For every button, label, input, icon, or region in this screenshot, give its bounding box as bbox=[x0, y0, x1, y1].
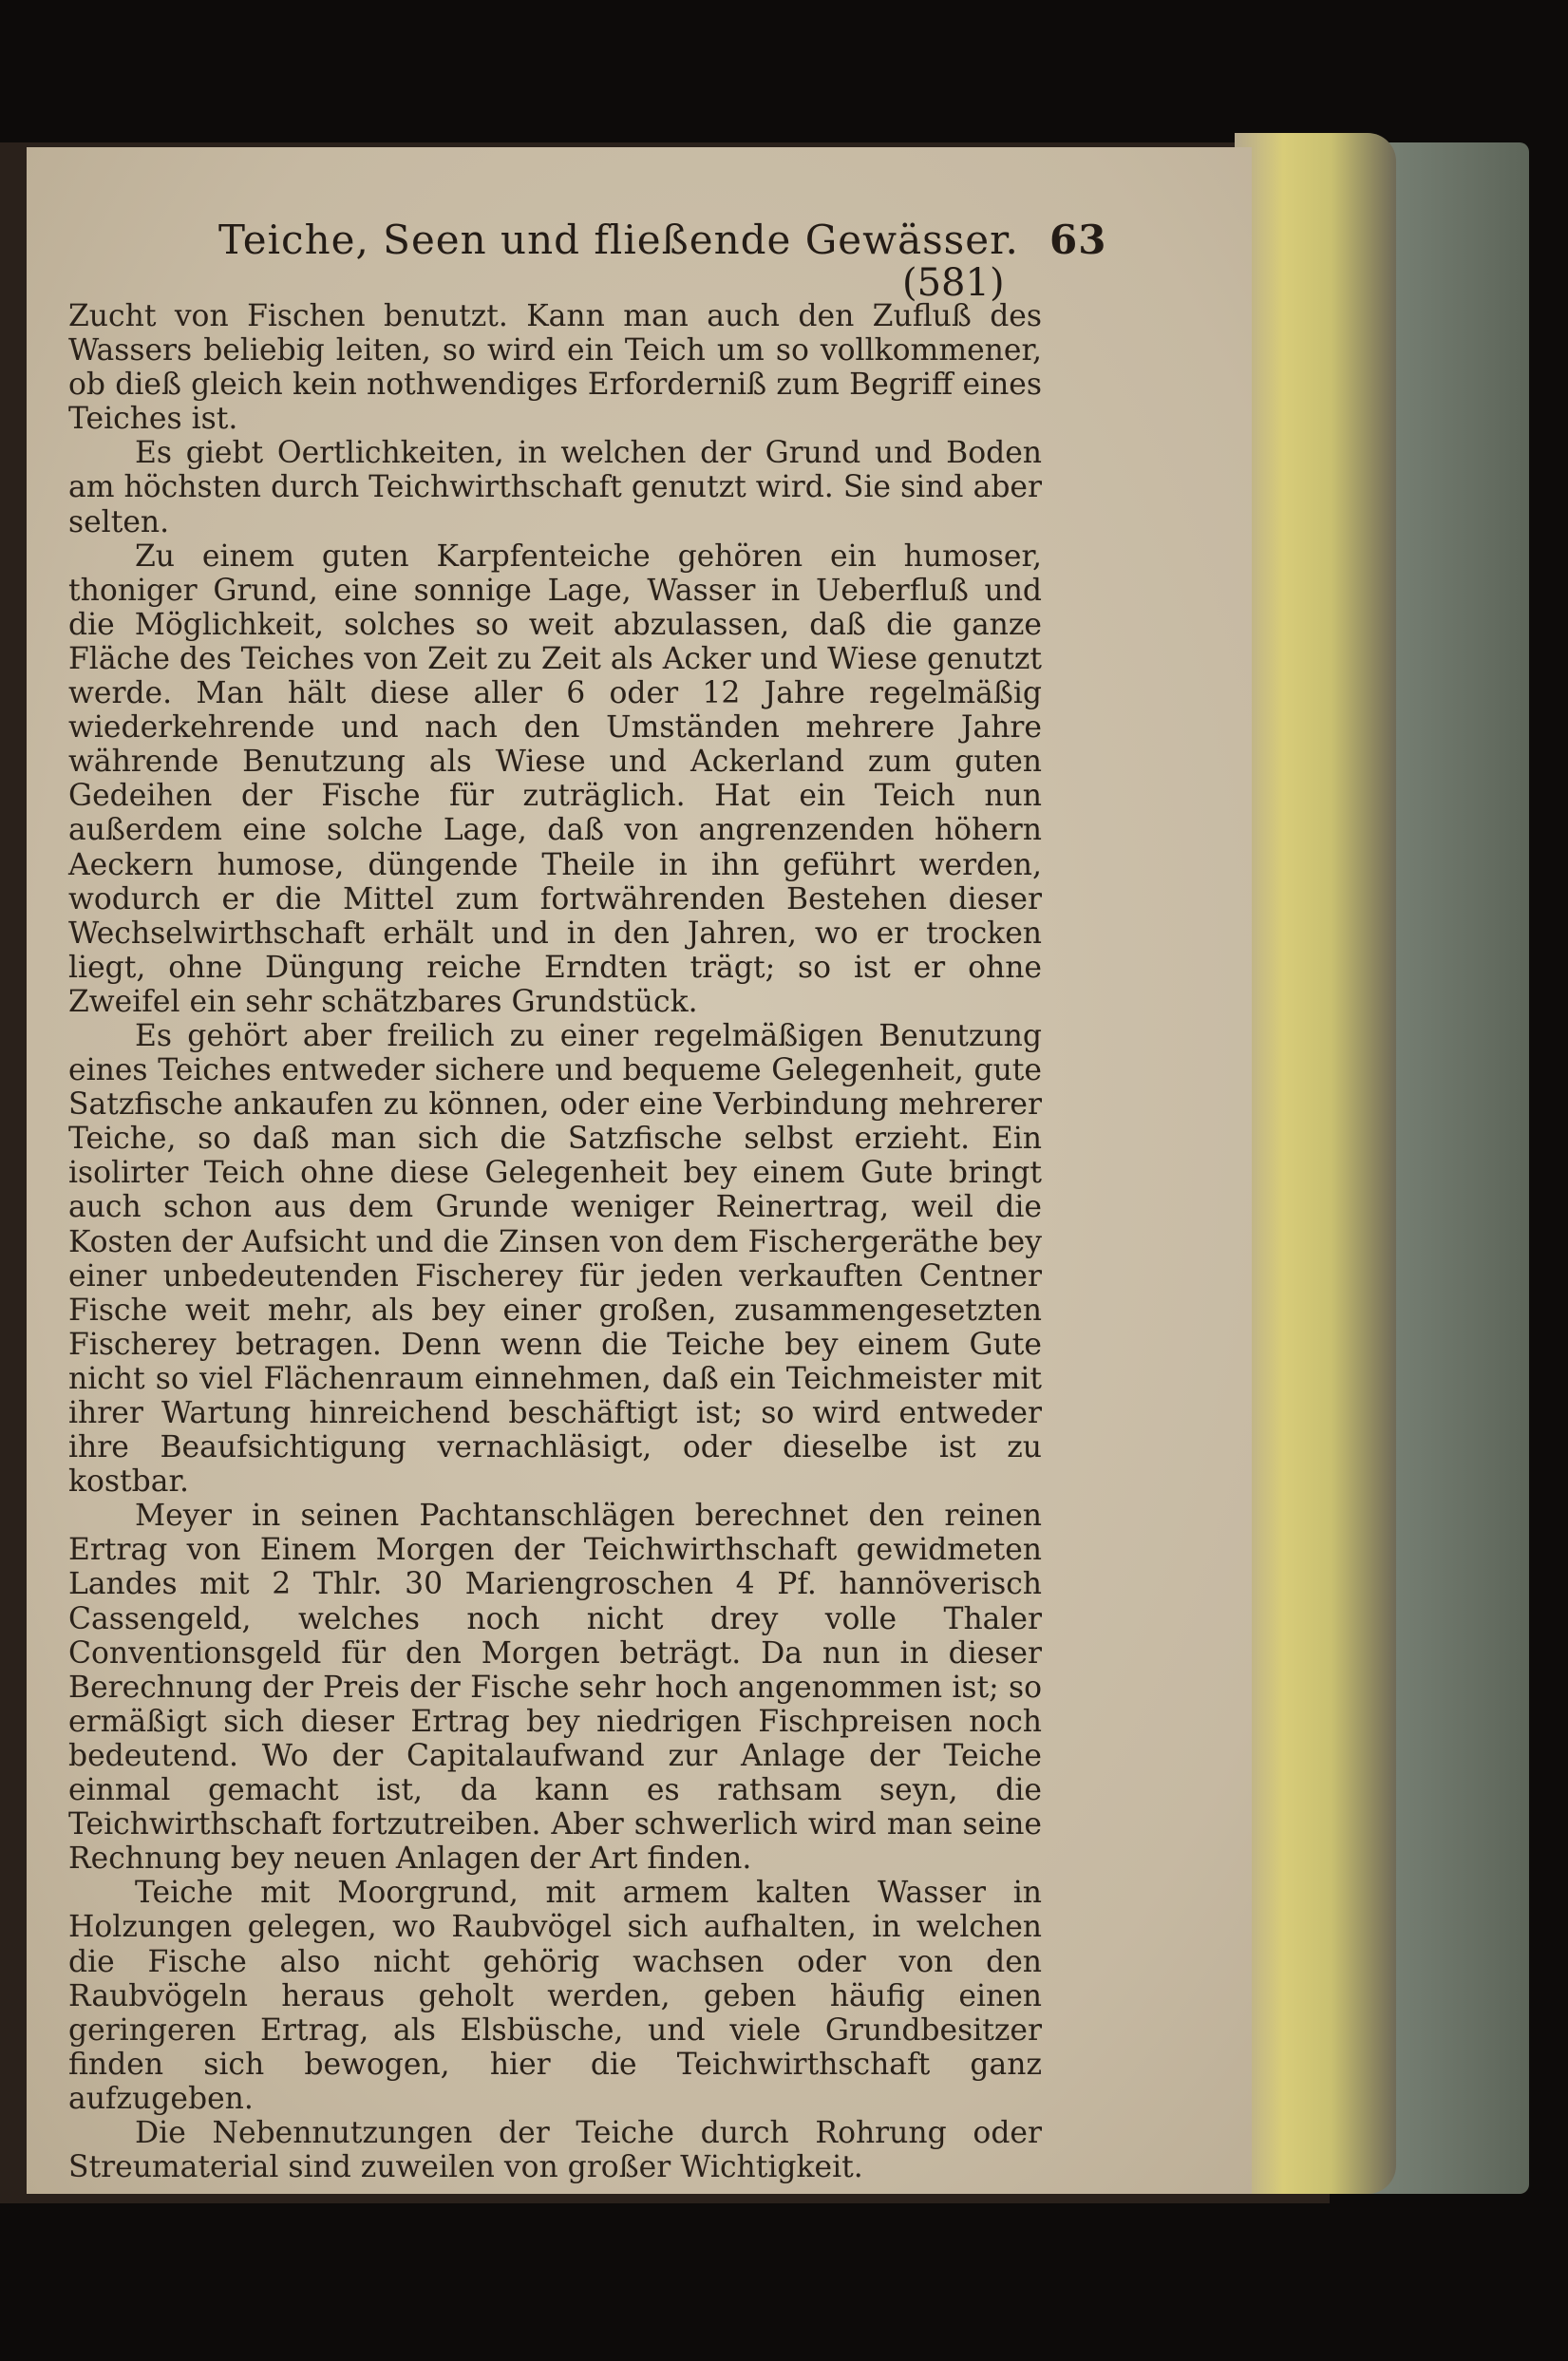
paragraph: Teiche mit Moorgrund, mit armem kalten Wasser in Holzungen gelegen, wo Raubvögel sich aufhalten, in welchen die Fische also nicht gehörig wachsen oder von den Raubvögeln heraus geholt werden, geben häufig einen geringeren Ertrag, als Elsbüsche, und viele Grundbesitzer finden sich bewogen, hier die Teichwirthschaft ganz aufzugeben. bbox=[68, 1876, 1042, 2116]
paragraph: Die Nebennutzungen der Teiche durch Rohrung oder Streumaterial sind zuweilen von großer Wichtigkeit. bbox=[68, 2115, 1042, 2185]
section-number: (581) bbox=[902, 261, 1005, 305]
paragraph: Meyer in seinen Pachtanschlägen berechnet den reinen Ertrag von Einem Morgen der Teichwirthschaft gewidmeten Landes mit 2 Thlr. 30 Mariengroschen 4 Pf. hannöverisch Cassengeld, welches noch nicht drey volle Thaler Conventionsgeld für den Morgen beträgt. Da nun in dieser Berechnung der Preis der Fische sehr hoch angenommen ist; so ermäßigt sich dieser Ertrag bey niedrigen Fischpreisen noch bedeutend. Wo der Capitalaufwand zur Anlage der Teiche einmal gemacht ist, da kann es rathsam seyn, die Teichwirthschaft fortzutreiben. Aber schwerlich wird man seine Rechnung bey neuen Anlagen der Art finden. bbox=[68, 1499, 1042, 1877]
page-edges bbox=[1235, 133, 1396, 2194]
body-text bbox=[68, 299, 1042, 2184]
paragraph: Zucht von Fischen benutzt. Kann man auch den Zufluß des Wassers beliebig leiten, so wird ein Teich um so vollkommener, ob dieß gleich kein nothwendiges Erforderniß zum Begriff eines Teiches ist. bbox=[68, 299, 1042, 437]
paragraph: Es giebt Oertlichkeiten, in welchen der Grund und Boden am höchsten durch Teichwirthschaft genutzt wird. Sie sind aber selten. bbox=[68, 436, 1042, 539]
paragraph: Zu einem guten Karpfenteiche gehören ein humoser, thoniger Grund, eine sonnige Lage, Wasser in Ueberfluß und die Möglichkeit, solches so weit abzulassen, daß die ganze Fläche des Teiches von Zeit zu Zeit als Acker und Wiese genutzt werde. Man hält diese aller 6 oder 12 Jahre regelmäßig wiederkehrende und nach den Umständen mehrere Jahre währende Benutzung als Wiese und Ackerland zum guten Gedeihen der Fische für zuträglich. Hat ein Teich nun außerdem eine solche Lage, daß von angrenzenden höhern Aeckern humose, düngende Theile in ihn geführt werden, wodurch er die Mittel zum fortwährenden Bestehen dieser Wechselwirthschaft erhält und in den Jahren, wo er trocken liegt, ohne Düngung reiche Erndten trägt; so ist er ohne Zweifel ein sehr schätzbares Grundstück. bbox=[68, 538, 1042, 1019]
running-title: Teiche, Seen und fließende Gewässer. bbox=[218, 217, 1019, 263]
page-number: 63 bbox=[1049, 217, 1107, 263]
paragraph: Es gehört aber freilich zu einer regelmäßigen Benutzung eines Teiches entweder sichere und bequeme Gelegenheit, gute Satzfische ankaufen zu können, oder eine Verbindung mehrerer Teiche, so daß man sich die Satzfische selbst erzieht. Ein isolirter Teich ohne diese Gelegenheit bey einem Gute bringt auch schon aus dem Grunde weniger Reinertrag, weil die Kosten der Aufsicht und die Zinsen von dem Fischergeräthe bey einer unbedeutenden Fischerey für jeden verkauften Centner Fische weit mehr, als bey einer großen, zusammengesetzten Fischerey betragen. Denn wenn die Teiche bey einem Gute nicht so viel Flächenraum einnehmen, daß ein Teichmeister mit ihrer Wartung hinreichend beschäftigt ist; so wird entweder ihre Beaufsichtigung vernachläsigt, oder dieselbe ist zu kostbar. bbox=[68, 1018, 1042, 1500]
